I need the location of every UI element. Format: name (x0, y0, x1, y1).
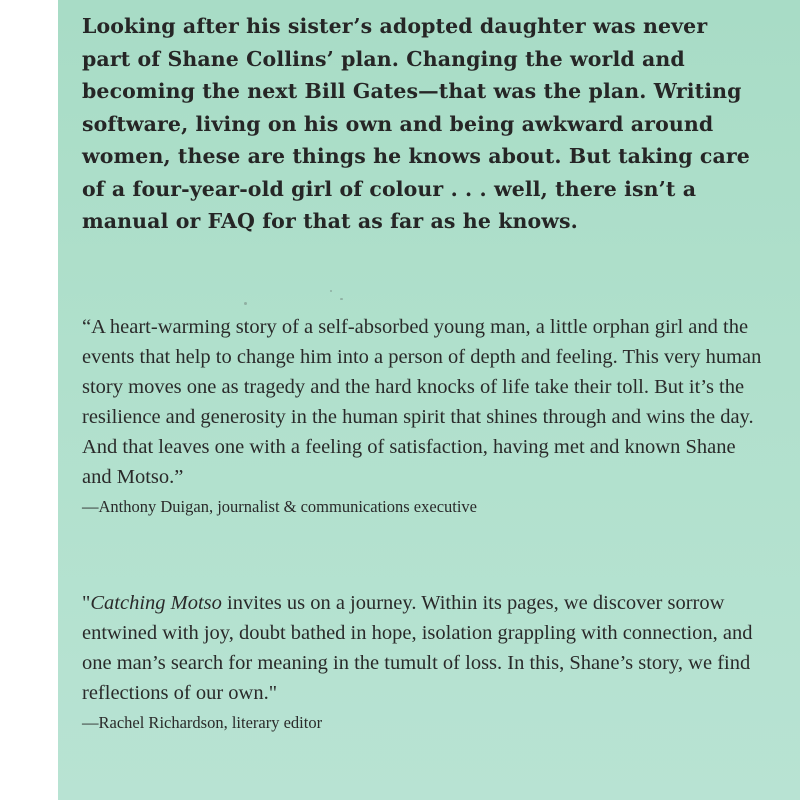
book-title: Catching Motso (90, 592, 222, 614)
book-back-cover (58, 0, 800, 800)
print-speck (244, 302, 247, 305)
book-blurb: Looking after his sister’s adopted daughter was never part of Shane Collins’ plan. Changing the world and becoming the next Bill Gates—that was the plan. Writing software, living on his own and being awkward around women, these are things he knows about. But taking care of a four-year-old girl of colour . . . well, there isn’t a manual or FAQ for that as far as he knows. (82, 14, 750, 233)
review-quote-duigan (82, 312, 762, 520)
review-attribution: —Anthony Duigan, journalist & communications executive (82, 497, 478, 516)
review-quote-text: “A heart-warming story of a self-absorbed young man, a little orphan girl and the events that help to change him into a person of depth and feeling. This very human story moves one as tragedy and the hard knocks of life take their toll. But it’s the resilience and generosity in the human spirit that shines through and wins the day. And that leaves one with a feeling of satisfaction, having met and known Shane and Motso.” (82, 316, 762, 488)
review-quote-text: invites us on a journey. Within its pages, we discover sorrow entwined with joy, doubt bathed in hope, isolation grappling with connection, and one man’s search for meaning in the tumult of loss. In this, Shane’s story, we find reflections of our own." (82, 592, 753, 704)
print-speck (330, 290, 332, 292)
review-quote-richardson (82, 588, 762, 736)
print-speck (340, 298, 343, 300)
review-quote-open-mark: " (82, 592, 91, 614)
review-attribution: —Rachel Richardson, literary editor (82, 713, 323, 732)
